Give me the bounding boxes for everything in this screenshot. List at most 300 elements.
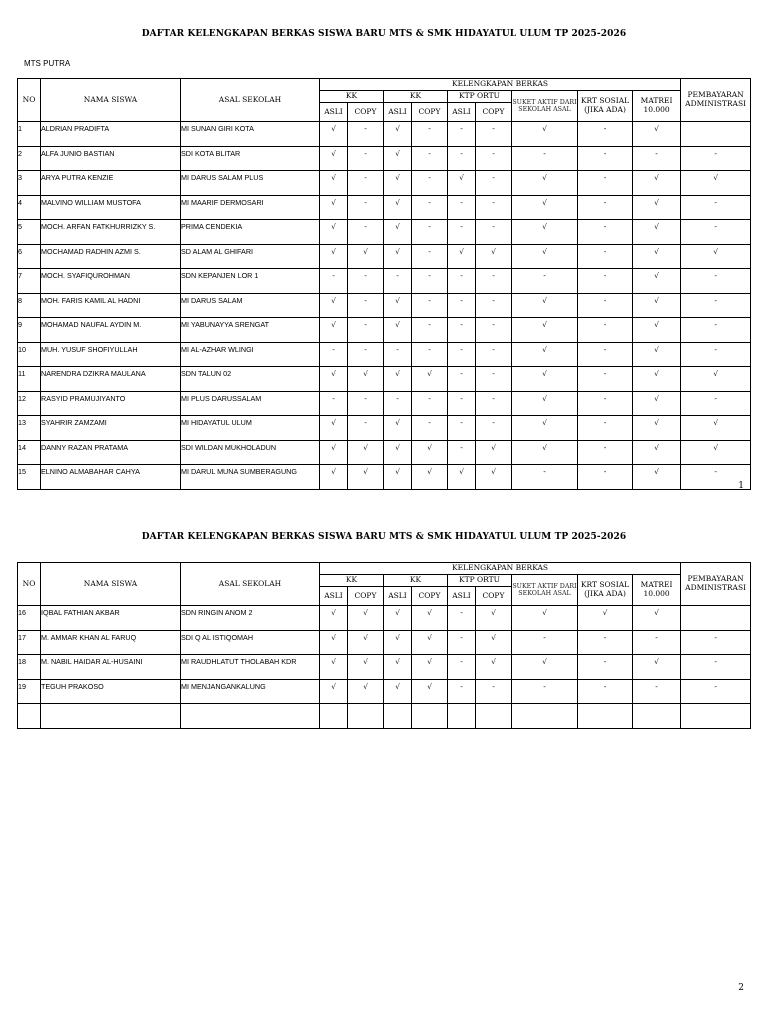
student-name: ARYA PUTRA KENZIE [41, 171, 181, 196]
row-number: 18 [18, 655, 41, 680]
header-kk-asli: ASLI [320, 587, 348, 606]
student-name: DANNY RAZAN PRATAMA [41, 440, 181, 465]
student-name: MUH. YUSUF SHOFIYULLAH [41, 342, 181, 367]
header-no: NO [18, 79, 41, 122]
mark-kk-asli: √ [320, 171, 348, 196]
header-nama-siswa: NAMA SISWA [41, 79, 181, 122]
mark-kk2-copy: √ [412, 367, 448, 392]
mark-ktp-copy: √ [476, 465, 512, 490]
mark-matrei: √ [633, 318, 681, 343]
mark-suket-aktif: √ [512, 342, 578, 367]
mark-ktp-asli [448, 704, 476, 729]
mark-ktp-asli: √ [448, 171, 476, 196]
mark-kk-copy: √ [348, 655, 384, 680]
mark-matrei: - [633, 146, 681, 171]
mark-krt-sosial: - [578, 465, 633, 490]
mark-kk2-asli: √ [384, 440, 412, 465]
mark-kk-asli: - [320, 391, 348, 416]
row-number: 8 [18, 293, 41, 318]
header-ktp-ortu: KTP ORTU [448, 91, 512, 103]
mark-kk2-asli [384, 704, 412, 729]
mark-kk2-copy: - [412, 146, 448, 171]
school-origin: MI MENJANGANKALUNG [181, 679, 320, 704]
mark-ktp-copy: √ [476, 440, 512, 465]
mark-ktp-copy: - [476, 391, 512, 416]
mark-matrei: √ [633, 269, 681, 294]
school-origin: SDN TALUN 02 [181, 367, 320, 392]
mark-suket-aktif: - [512, 146, 578, 171]
mark-ktp-asli: √ [448, 244, 476, 269]
mark-kk2-copy: √ [412, 630, 448, 655]
mark-krt-sosial: - [578, 391, 633, 416]
mark-suket-aktif: √ [512, 195, 578, 220]
school-origin: MI HIDAYATUL ULUM [181, 416, 320, 441]
mark-ktp-asli: - [448, 269, 476, 294]
table-row [18, 342, 751, 367]
mark-suket-aktif: √ [512, 293, 578, 318]
mark-ktp-copy: - [476, 220, 512, 245]
mark-suket-aktif: √ [512, 416, 578, 441]
mark-krt-sosial: - [578, 171, 633, 196]
table-row [18, 318, 751, 343]
mark-krt-sosial: - [578, 367, 633, 392]
header-suket-aktif: SUKET AKTIF DARI SEKOLAH ASAL [512, 575, 578, 606]
mark-ktp-copy: √ [476, 606, 512, 631]
student-name: MOHAMAD NAUFAL AYDIN M. [41, 318, 181, 343]
student-table [17, 78, 751, 490]
table-row [18, 195, 751, 220]
school-origin [181, 704, 320, 729]
mark-ktp-asli: - [448, 293, 476, 318]
mark-kk2-copy: √ [412, 440, 448, 465]
mark-krt-sosial [578, 704, 633, 729]
mark-kk-copy: √ [348, 465, 384, 490]
mark-krt-sosial: - [578, 195, 633, 220]
student-table [17, 562, 751, 729]
student-name: ALFA JUNIO BASTIAN [41, 146, 181, 171]
mark-pembayaran: - [681, 146, 751, 171]
mark-kk2-asli: √ [384, 630, 412, 655]
page-number: 1 [738, 481, 744, 491]
row-number: 6 [18, 244, 41, 269]
mark-kk-copy: - [348, 220, 384, 245]
mark-kk2-asli: √ [384, 367, 412, 392]
mark-kk-asli: √ [320, 465, 348, 490]
mark-matrei: √ [633, 465, 681, 490]
mark-suket-aktif [512, 704, 578, 729]
row-number [18, 704, 41, 729]
mark-kk2-copy: - [412, 195, 448, 220]
mark-ktp-copy [476, 704, 512, 729]
mark-pembayaran: - [681, 679, 751, 704]
mark-matrei: √ [633, 293, 681, 318]
mark-pembayaran: √ [681, 171, 751, 196]
header-nama-siswa: NAMA SISWA [41, 563, 181, 606]
mark-pembayaran: - [681, 655, 751, 680]
table-row [18, 293, 751, 318]
mark-pembayaran: - [681, 630, 751, 655]
student-name: MOH. FARIS KAMIL AL HADNI [41, 293, 181, 318]
row-number: 10 [18, 342, 41, 367]
mark-kk-copy: √ [348, 440, 384, 465]
school-origin: SDI WILDAN MUKHOLADUN [181, 440, 320, 465]
mark-krt-sosial: - [578, 122, 633, 147]
student-name: NARENDRA DZIKRA MAULANA [41, 367, 181, 392]
header-ktp-asli: ASLI [448, 103, 476, 122]
mark-kk-copy: - [348, 318, 384, 343]
mark-kk2-copy: - [412, 220, 448, 245]
mark-matrei: √ [633, 171, 681, 196]
student-name: ELNINO ALMABAHAR CAHYA [41, 465, 181, 490]
mark-suket-aktif: - [512, 630, 578, 655]
header-matrei: MATREI 10.000 [633, 575, 681, 606]
school-origin: MI RAUDHLATUT THOLABAH KDR [181, 655, 320, 680]
mark-suket-aktif: - [512, 679, 578, 704]
mark-pembayaran: √ [681, 416, 751, 441]
row-number: 12 [18, 391, 41, 416]
mark-kk-copy: - [348, 171, 384, 196]
mark-ktp-copy: - [476, 416, 512, 441]
mark-krt-sosial: - [578, 630, 633, 655]
mark-kk-asli: √ [320, 244, 348, 269]
header-kk-asli: ASLI [320, 103, 348, 122]
table-row [18, 679, 751, 704]
school-origin: MI DARUL MUNA SUMBERAGUNG [181, 465, 320, 490]
mark-matrei: √ [633, 416, 681, 441]
school-origin: PRIMA CENDEKIA [181, 220, 320, 245]
mark-suket-aktif: √ [512, 171, 578, 196]
mark-pembayaran: - [681, 293, 751, 318]
table-row [18, 391, 751, 416]
mark-matrei: √ [633, 244, 681, 269]
school-origin: MI PLUS DARUSSALAM [181, 391, 320, 416]
mark-pembayaran: - [681, 195, 751, 220]
mark-ktp-copy: - [476, 171, 512, 196]
mark-pembayaran: √ [681, 440, 751, 465]
header-no: NO [18, 563, 41, 606]
school-origin: MI MAARIF DERMOSARI [181, 195, 320, 220]
row-number: 5 [18, 220, 41, 245]
mark-kk2-asli: √ [384, 655, 412, 680]
header-kelengkapan-berkas: KELENGKAPAN BERKAS [320, 563, 681, 575]
student-name: MOCHAMAD RADHIN AZMI S. [41, 244, 181, 269]
page-2 [0, 512, 768, 1024]
mark-kk2-asli: - [384, 342, 412, 367]
student-name: MOCH. ARFAN FATKHURRIZKY S. [41, 220, 181, 245]
mark-ktp-copy: √ [476, 630, 512, 655]
mark-kk-copy: √ [348, 367, 384, 392]
mark-ktp-asli: - [448, 655, 476, 680]
row-number: 15 [18, 465, 41, 490]
mark-matrei: √ [633, 391, 681, 416]
mark-pembayaran: - [681, 342, 751, 367]
mark-suket-aktif: - [512, 465, 578, 490]
mark-kk-copy: √ [348, 244, 384, 269]
mark-matrei: √ [633, 195, 681, 220]
mark-kk-copy [348, 704, 384, 729]
mark-kk2-asli: √ [384, 122, 412, 147]
table-row [18, 440, 751, 465]
mark-kk-copy: - [348, 416, 384, 441]
table-row [18, 606, 751, 631]
mark-ktp-asli: - [448, 220, 476, 245]
mark-kk2-asli: - [384, 391, 412, 416]
student-name: M. NABIL HAIDAR AL-HUSAINI [41, 655, 181, 680]
header-pembayaran: PEMBAYARAN ADMINISTRASI [681, 79, 751, 122]
mark-matrei: - [633, 679, 681, 704]
mark-krt-sosial: - [578, 655, 633, 680]
mark-suket-aktif: - [512, 269, 578, 294]
school-label: MTS PUTRA [24, 59, 71, 68]
school-origin: SDN KEPANJEN LOR 1 [181, 269, 320, 294]
mark-kk-asli: √ [320, 146, 348, 171]
mark-ktp-copy: - [476, 195, 512, 220]
mark-kk-asli: √ [320, 679, 348, 704]
student-name: SYAHRIR ZAMZAMI [41, 416, 181, 441]
school-origin: SD ALAM AL GHIFARI [181, 244, 320, 269]
mark-kk2-copy: √ [412, 679, 448, 704]
mark-pembayaran: - [681, 318, 751, 343]
mark-ktp-asli: - [448, 416, 476, 441]
mark-kk-asli: √ [320, 318, 348, 343]
table-row [18, 630, 751, 655]
table-row [18, 146, 751, 171]
mark-kk2-asli: √ [384, 195, 412, 220]
header-ktp-copy: COPY [476, 587, 512, 606]
mark-krt-sosial: - [578, 440, 633, 465]
table-row [18, 171, 751, 196]
mark-ktp-asli: - [448, 367, 476, 392]
mark-matrei: √ [633, 655, 681, 680]
mark-krt-sosial: - [578, 416, 633, 441]
header-kk: KK [320, 575, 384, 587]
mark-matrei [633, 704, 681, 729]
mark-pembayaran [681, 122, 751, 147]
mark-kk-copy: √ [348, 679, 384, 704]
mark-suket-aktif: √ [512, 318, 578, 343]
mark-ktp-copy: - [476, 367, 512, 392]
mark-kk2-asli: √ [384, 465, 412, 490]
student-name: RASYID PRAMUJIYANTO [41, 391, 181, 416]
mark-ktp-asli: - [448, 679, 476, 704]
mark-kk2-copy: - [412, 171, 448, 196]
row-number: 9 [18, 318, 41, 343]
mark-ktp-asli: - [448, 342, 476, 367]
school-origin: SDI KOTA BLITAR [181, 146, 320, 171]
student-name: MALVINO WILLIAM MUSTOFA [41, 195, 181, 220]
header-asal-sekolah: ASAL SEKOLAH [181, 79, 320, 122]
header-kk2-copy: COPY [412, 587, 448, 606]
mark-ktp-copy: - [476, 318, 512, 343]
school-origin: MI AL-AZHAR WLINGI [181, 342, 320, 367]
table-row [18, 704, 751, 729]
table-row [18, 122, 751, 147]
header-suket-aktif: SUKET AKTIF DARI SEKOLAH ASAL [512, 91, 578, 122]
mark-kk-copy: - [348, 122, 384, 147]
mark-kk2-copy: - [412, 122, 448, 147]
table-row [18, 220, 751, 245]
school-origin: MI SUNAN GIRI KOTA [181, 122, 320, 147]
mark-kk2-copy: √ [412, 655, 448, 680]
mark-kk2-asli: √ [384, 679, 412, 704]
mark-suket-aktif: √ [512, 606, 578, 631]
mark-kk2-copy: - [412, 269, 448, 294]
header-kk-copy: COPY [348, 587, 384, 606]
mark-ktp-copy: - [476, 679, 512, 704]
mark-ktp-copy: - [476, 293, 512, 318]
mark-kk2-copy: - [412, 416, 448, 441]
mark-kk-asli: - [320, 269, 348, 294]
mark-kk2-asli: √ [384, 220, 412, 245]
row-number: 7 [18, 269, 41, 294]
student-name: IQBAL FATHIAN AKBAR [41, 606, 181, 631]
mark-pembayaran [681, 704, 751, 729]
mark-pembayaran: √ [681, 367, 751, 392]
header-kk-2: KK [384, 575, 448, 587]
mark-suket-aktif: √ [512, 440, 578, 465]
mark-kk2-asli: √ [384, 318, 412, 343]
mark-kk2-asli: √ [384, 416, 412, 441]
mark-ktp-copy: - [476, 269, 512, 294]
mark-kk2-copy [412, 704, 448, 729]
mark-kk-copy: √ [348, 630, 384, 655]
mark-krt-sosial: - [578, 342, 633, 367]
mark-krt-sosial: - [578, 269, 633, 294]
table-row [18, 244, 751, 269]
mark-pembayaran: - [681, 391, 751, 416]
mark-ktp-asli: - [448, 391, 476, 416]
mark-kk2-copy: - [412, 244, 448, 269]
row-number: 4 [18, 195, 41, 220]
row-number: 16 [18, 606, 41, 631]
mark-kk2-asli: √ [384, 244, 412, 269]
mark-kk-copy: - [348, 269, 384, 294]
mark-ktp-asli: - [448, 630, 476, 655]
mark-krt-sosial: - [578, 293, 633, 318]
mark-ktp-copy: - [476, 146, 512, 171]
header-krt-sosial: KRT SOSIAL (JIKA ADA) [578, 91, 633, 122]
mark-kk2-asli: √ [384, 146, 412, 171]
mark-suket-aktif: √ [512, 655, 578, 680]
row-number: 1 [18, 122, 41, 147]
mark-kk2-copy: √ [412, 465, 448, 490]
mark-krt-sosial: - [578, 146, 633, 171]
mark-pembayaran [681, 606, 751, 631]
header-asal-sekolah: ASAL SEKOLAH [181, 563, 320, 606]
mark-kk-asli: √ [320, 416, 348, 441]
mark-kk-asli: √ [320, 293, 348, 318]
mark-suket-aktif: √ [512, 122, 578, 147]
header-kk2-asli: ASLI [384, 587, 412, 606]
mark-matrei: - [633, 630, 681, 655]
row-number: 17 [18, 630, 41, 655]
mark-kk-asli: √ [320, 220, 348, 245]
mark-ktp-asli: - [448, 195, 476, 220]
mark-kk-copy: √ [348, 606, 384, 631]
document-title: DAFTAR KELENGKAPAN BERKAS SISWA BARU MTS & SMK HIDAYATUL ULUM TP 2025-2026 [141, 29, 627, 39]
school-origin: MI DARUS SALAM PLUS [181, 171, 320, 196]
row-number: 3 [18, 171, 41, 196]
mark-krt-sosial: - [578, 220, 633, 245]
mark-kk-asli: - [320, 342, 348, 367]
mark-kk-copy: - [348, 342, 384, 367]
mark-krt-sosial: √ [578, 606, 633, 631]
header-ktp-copy: COPY [476, 103, 512, 122]
mark-ktp-copy: √ [476, 655, 512, 680]
header-krt-sosial: KRT SOSIAL (JIKA ADA) [578, 575, 633, 606]
mark-pembayaran: √ [681, 244, 751, 269]
mark-kk-asli: √ [320, 606, 348, 631]
mark-kk2-copy: √ [412, 606, 448, 631]
page-number: 2 [738, 983, 744, 993]
mark-matrei: √ [633, 367, 681, 392]
student-name: M. AMMAR KHAN AL FARUQ [41, 630, 181, 655]
mark-ktp-copy: - [476, 342, 512, 367]
mark-pembayaran: - [681, 220, 751, 245]
school-origin: SDI Q AL ISTIQOMAH [181, 630, 320, 655]
header-ktp-ortu: KTP ORTU [448, 575, 512, 587]
mark-krt-sosial: - [578, 679, 633, 704]
mark-kk-asli: √ [320, 630, 348, 655]
row-number: 13 [18, 416, 41, 441]
mark-kk2-copy: - [412, 391, 448, 416]
row-number: 14 [18, 440, 41, 465]
mark-pembayaran: - [681, 269, 751, 294]
row-number: 2 [18, 146, 41, 171]
mark-kk-copy: - [348, 293, 384, 318]
mark-ktp-copy: - [476, 122, 512, 147]
table-row [18, 416, 751, 441]
mark-matrei: √ [633, 220, 681, 245]
header-pembayaran: PEMBAYARAN ADMINISTRASI [681, 563, 751, 606]
header-ktp-asli: ASLI [448, 587, 476, 606]
mark-ktp-asli: - [448, 122, 476, 147]
mark-kk2-asli: √ [384, 606, 412, 631]
mark-pembayaran: - [681, 465, 751, 490]
mark-suket-aktif: √ [512, 220, 578, 245]
mark-kk-asli: √ [320, 122, 348, 147]
mark-suket-aktif: √ [512, 391, 578, 416]
table-row [18, 465, 751, 490]
mark-kk-copy: - [348, 195, 384, 220]
mark-ktp-asli: √ [448, 465, 476, 490]
row-number: 19 [18, 679, 41, 704]
mark-kk-asli: √ [320, 655, 348, 680]
mark-ktp-asli: - [448, 606, 476, 631]
mark-suket-aktif: √ [512, 244, 578, 269]
mark-kk-copy: - [348, 146, 384, 171]
header-kk-copy: COPY [348, 103, 384, 122]
header-kk2-copy: COPY [412, 103, 448, 122]
mark-kk-copy: - [348, 391, 384, 416]
mark-ktp-asli: - [448, 146, 476, 171]
header-kk: KK [320, 91, 384, 103]
student-name: MOCH. SYAFIQUROHMAN [41, 269, 181, 294]
table-row [18, 269, 751, 294]
document-title: DAFTAR KELENGKAPAN BERKAS SISWA BARU MTS & SMK HIDAYATUL ULUM TP 2025-2026 [141, 532, 627, 542]
mark-kk2-copy: - [412, 342, 448, 367]
mark-kk2-asli: √ [384, 171, 412, 196]
student-name: ALDRIAN PRADIFTA [41, 122, 181, 147]
school-origin: MI YABUNAYYA SRENGAT [181, 318, 320, 343]
mark-kk-asli: √ [320, 440, 348, 465]
table-row [18, 367, 751, 392]
mark-ktp-copy: √ [476, 244, 512, 269]
mark-krt-sosial: - [578, 244, 633, 269]
mark-ktp-asli: - [448, 318, 476, 343]
mark-kk2-copy: - [412, 293, 448, 318]
mark-krt-sosial: - [578, 318, 633, 343]
